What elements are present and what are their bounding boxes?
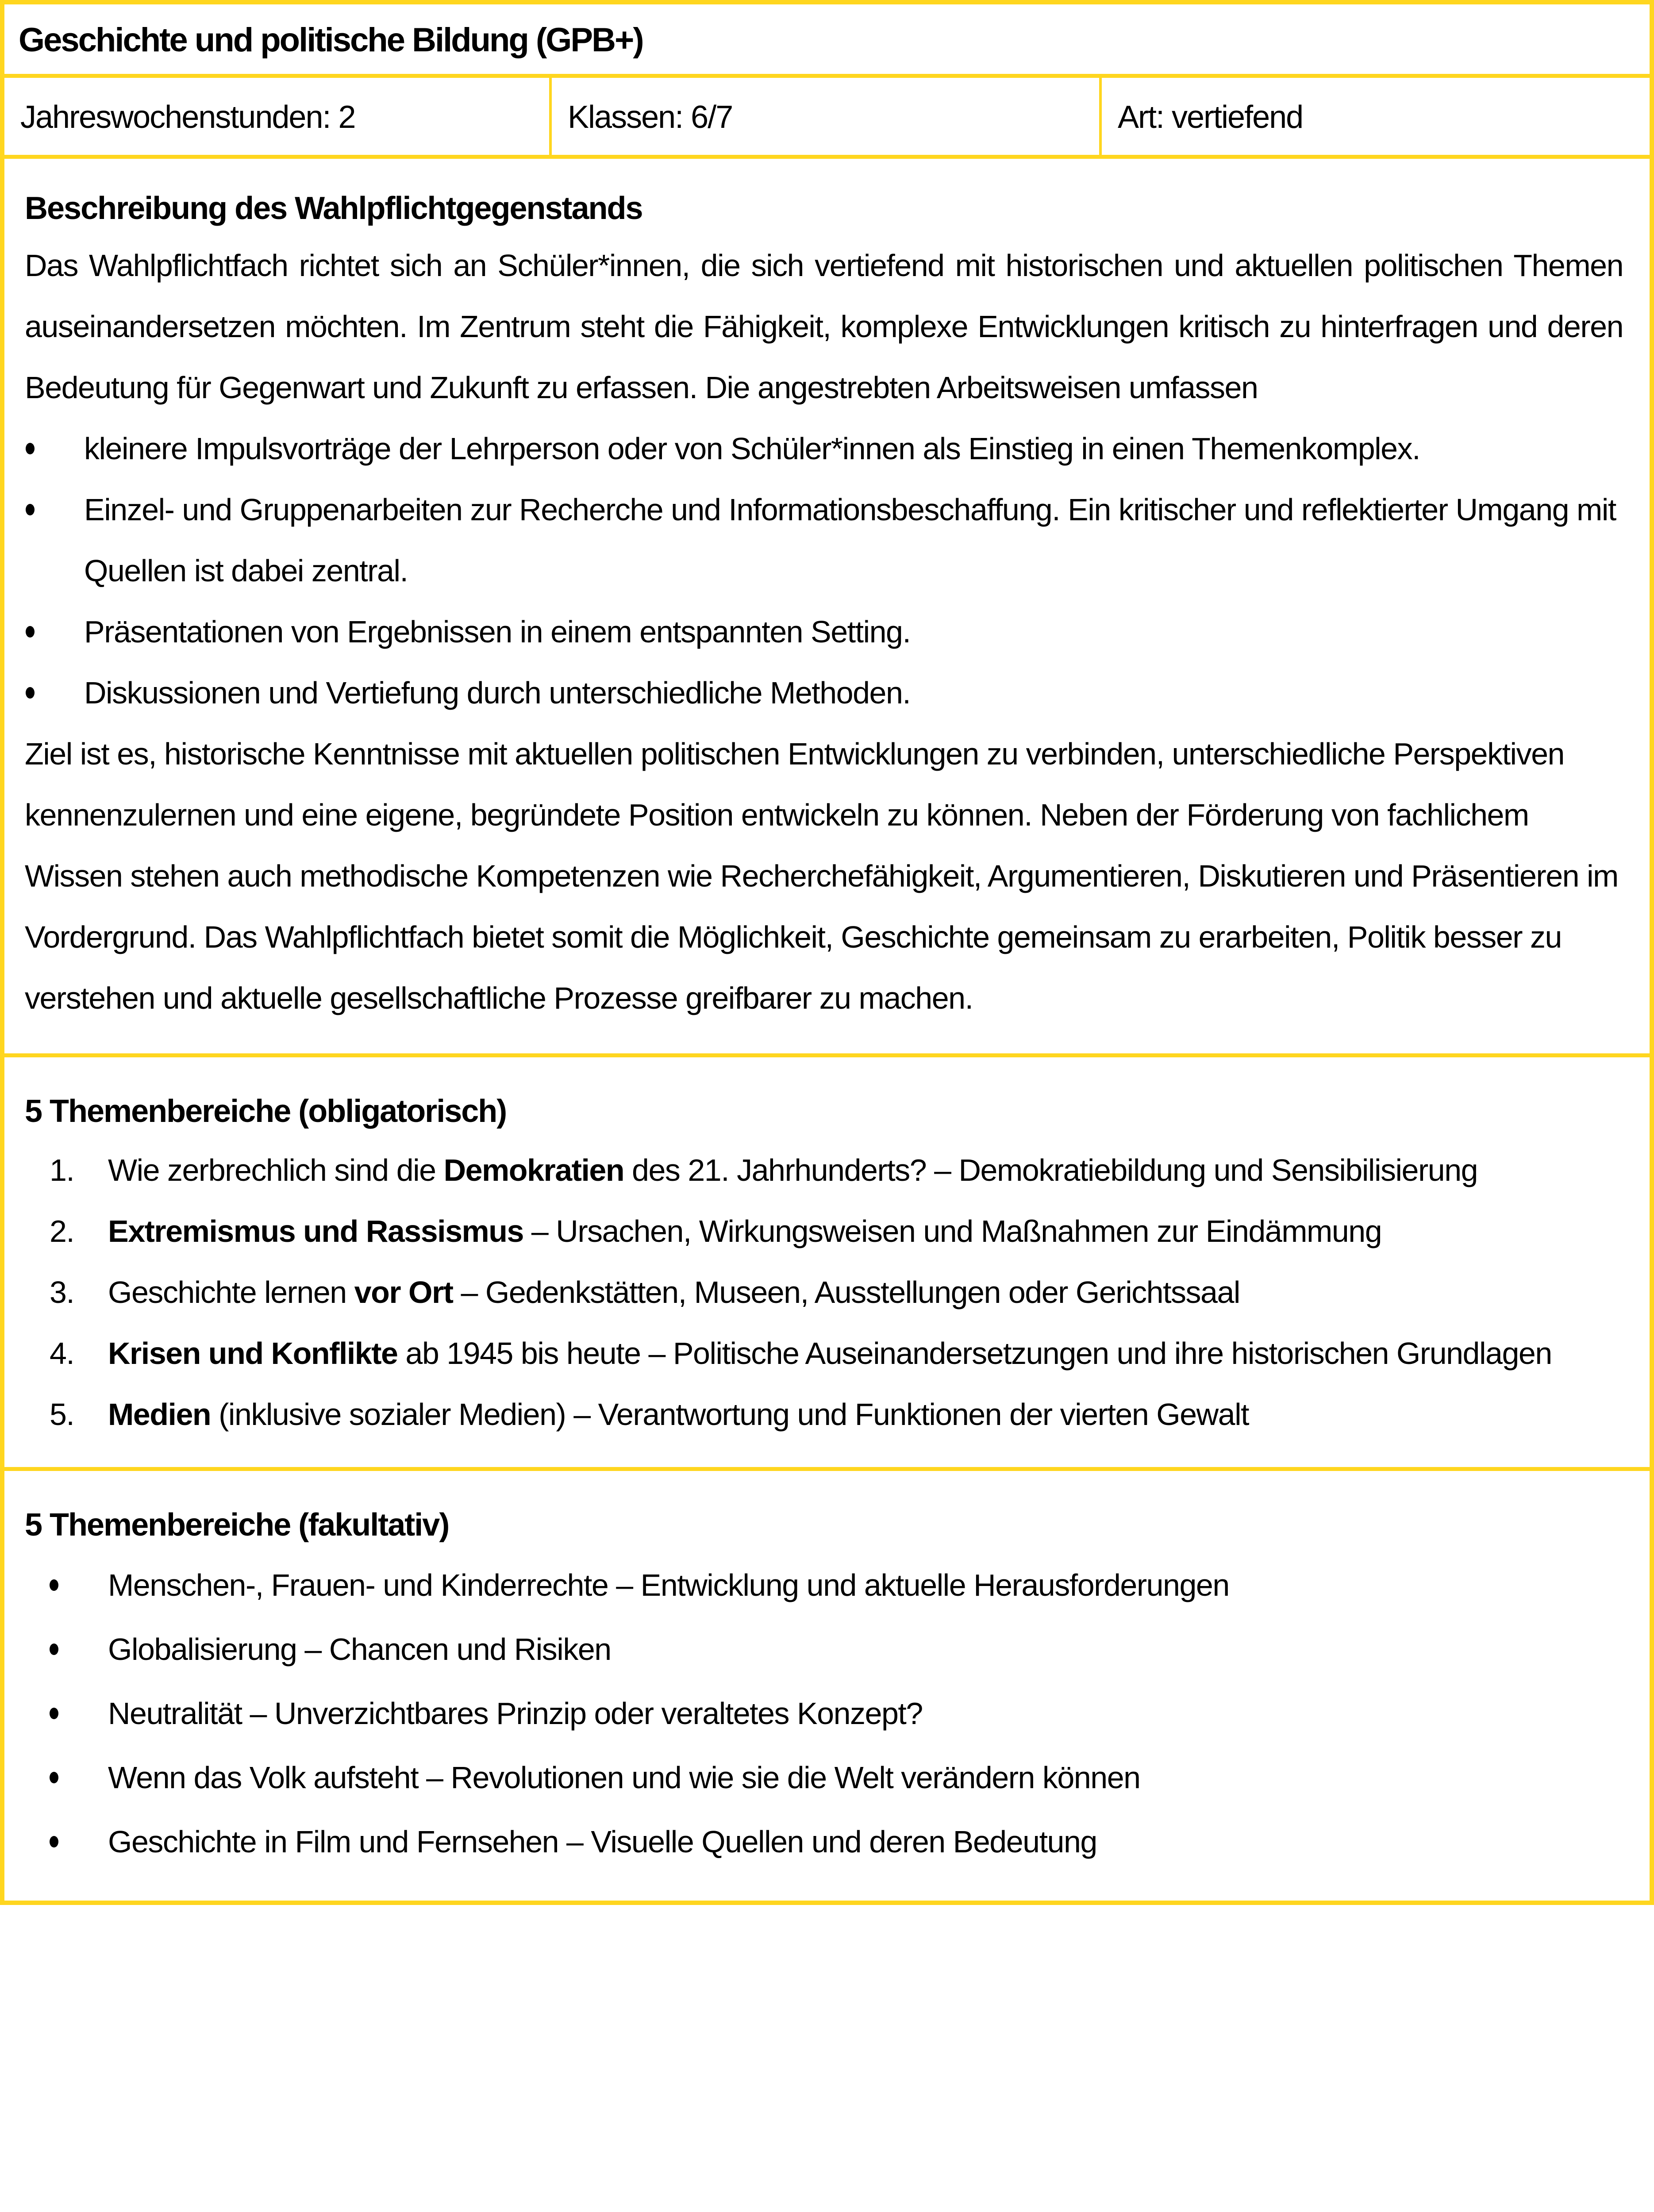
bullet-icon	[26, 601, 35, 662]
bullet-icon	[50, 1746, 58, 1810]
topic-keyword: Demokratien	[443, 1153, 624, 1187]
title-row	[4, 4, 1650, 78]
bullet-icon	[50, 1617, 58, 1682]
list-number: 3.	[50, 1275, 74, 1310]
optional-topic-item: Wenn das Volk aufsteht – Revolutionen und wie sie die Welt verändern können	[25, 1746, 1623, 1810]
list-number: 1.	[50, 1153, 74, 1187]
topic-keyword: Extremismus und Rassismus	[108, 1214, 523, 1248]
optional-heading: 5 Themenbereiche (fakultativ)	[25, 1507, 449, 1543]
type-cell	[1102, 78, 1650, 155]
classes-cell	[552, 78, 1102, 155]
weekly-hours-cell	[4, 78, 552, 155]
topic-keyword: Krisen und Konflikte	[108, 1336, 398, 1371]
optional-topic-item: Neutralität – Unverzichtbares Prinzip oder veraltetes Konzept?	[25, 1682, 1623, 1746]
topic-keyword: Medien	[108, 1397, 211, 1432]
methods-list	[25, 418, 1623, 723]
description-section	[4, 159, 1650, 1057]
list-number: 2.	[50, 1214, 74, 1248]
topic-keyword: vor Ort	[354, 1275, 453, 1310]
description-conclusion: Ziel ist es, historische Kenntnisse mit aktuellen politischen Entwicklungen zu verbinden, unterschiedliche Perspektiven kennenzulernen und eine eigene, begründete Position entwickeln zu können. Neben der Förderung von fachlichem Wissen stehen auch methodische Kompetenzen wie Recherchefähigkeit, Argumentieren, Diskutieren und Präsentieren im Vordergrund. Das Wahlpflichtfach bietet somit die Möglichkeit, Geschichte gemeinsam zu erarbeiten, Politik besser zu verstehen und aktuelle gesellschaftliche Prozesse greifbarer zu machen.	[25, 737, 1618, 1015]
obligatory-topic-item: 1. Wie zerbrechlich sind die Demokratien des 21. Jahrhunderts? – Demokratiebildung und Sensibilisierung	[25, 1140, 1623, 1201]
description-heading: Beschreibung des Wahlpflichtgegenstands	[25, 191, 642, 226]
list-number: 5.	[50, 1397, 74, 1432]
subject-title: Geschichte und politische Bildung (GPB+)	[19, 21, 643, 59]
optional-topic-item: Geschichte in Film und Fernsehen – Visuelle Quellen und deren Bedeutung	[25, 1810, 1623, 1874]
method-item: Einzel- und Gruppenarbeiten zur Recherche und Informationsbeschaffung. Ein kritischer und reflektierter Umgang mit Quellen ist dabei zentral.	[25, 479, 1623, 601]
info-row	[4, 78, 1650, 159]
obligatory-topics-section	[4, 1057, 1650, 1471]
list-number: 4.	[50, 1336, 74, 1371]
optional-topic-item: Menschen-, Frauen- und Kinderrechte – Entwicklung und aktuelle Herausforderungen	[25, 1553, 1623, 1617]
obligatory-topic-item: 4. Krisen und Konflikte ab 1945 bis heute – Politische Auseinandersetzungen und ihre historischen Grundlagen	[25, 1323, 1623, 1384]
obligatory-topic-item: 3. Geschichte lernen vor Ort – Gedenkstätten, Museen, Ausstellungen oder Gerichtssaal	[25, 1262, 1623, 1323]
course-type: Art: vertiefend	[1118, 100, 1303, 135]
bullet-icon	[50, 1553, 58, 1617]
classes: Klassen: 6/7	[568, 100, 733, 135]
optional-topics-section	[4, 1471, 1650, 1901]
optional-topics-list	[25, 1553, 1623, 1874]
obligatory-heading: 5 Themenbereiche (obligatorisch)	[25, 1094, 507, 1129]
bullet-icon	[26, 479, 35, 540]
weekly-hours: Jahreswochenstunden: 2	[20, 100, 355, 135]
optional-topic-item: Globalisierung – Chancen und Risiken	[25, 1617, 1623, 1682]
obligatory-topics-list	[25, 1140, 1623, 1445]
method-item: kleinere Impulsvorträge der Lehrperson oder von Schüler*innen als Einstieg in einen Themenkomplex.	[25, 418, 1623, 479]
method-item: Diskussionen und Vertiefung durch unterschiedliche Methoden.	[25, 662, 1623, 723]
bullet-icon	[50, 1810, 58, 1874]
description-intro: Das Wahlpflichtfach richtet sich an Schüler*innen, die sich vertiefend mit historischen und aktuellen politischen Themen auseinandersetzen möchten. Im Zentrum steht die Fähigkeit, komplexe Entwicklungen kritisch zu hinterfragen und deren Bedeutung für Gegenwart und Zukunft zu erfassen. Die angestrebten Arbeitsweisen umfassen	[25, 248, 1623, 405]
bullet-icon	[26, 418, 35, 479]
bullet-icon	[50, 1682, 58, 1746]
obligatory-topic-item: 5. Medien (inklusive sozialer Medien) – Verantwortung und Funktionen der vierten Gewalt	[25, 1384, 1623, 1445]
obligatory-topic-item: 2. Extremismus und Rassismus – Ursachen, Wirkungsweisen und Maßnahmen zur Eindämmung	[25, 1201, 1623, 1262]
bullet-icon	[26, 662, 35, 723]
method-item: Präsentationen von Ergebnissen in einem entspannten Setting.	[25, 601, 1623, 662]
